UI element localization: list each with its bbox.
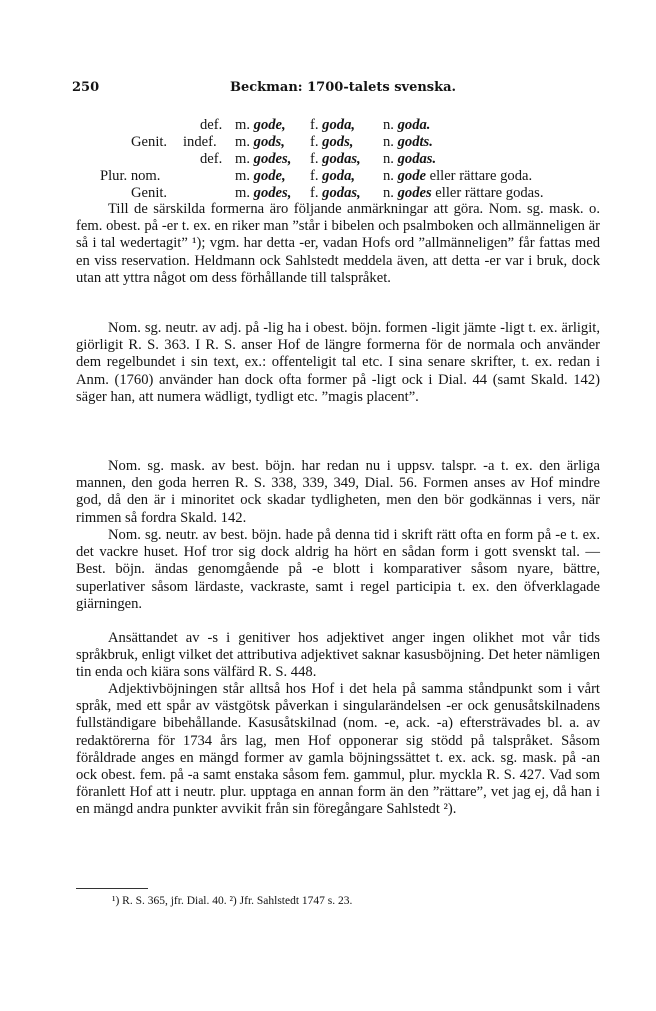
paradigm-masc: m. gods, <box>235 134 285 150</box>
page-header <box>72 80 602 98</box>
paradigm-label: def. <box>200 151 223 167</box>
body-paragraph: Nom. sg. mask. av best. böjn. har redan nu i uppsv. talspr. -a t. ex. den ärliga mannen, den goda herren R. S. 338, 339, 349, Dial. 56. Formen anses av Hof mindre god, då den är i minoritet ock skadar tydligheten, men den bör godkännas i vers, när rimmen så fordra Skald. 142. <box>76 458 600 526</box>
body-paragraph: Nom. sg. neutr. av adj. på -lig ha i obest. böjn. formen -ligit jämte -ligt t. ex. ärligit, giörligit R. S. 363. I R. S. anser Hof de längre formerna för de normala och använder dem regelbundet i sin text, ex.: offenteligit tal etc. I sina senare skrifter, t. ex. redan i Anm. (1760) använder han dock ofta former på -ligt ock i Dial. 44 (samt Skald. 142) säger han, att numera wädligt, tydligt etc. ”magis placent”. <box>76 320 600 405</box>
paradigm-fem: f. goda, <box>310 117 356 133</box>
paradigm-masc: m. godes, <box>235 151 292 167</box>
body-paragraph: Till de särskilda formerna äro följande anmärkningar att göra. Nom. sg. mask. o. fem. obest. på -er t. ex. en riker man ”står i bibelen och psalmboken och allmänneligen är så i tal wedertagit” ¹); vgm. har detta -er, vadan Hofs ord ”allmänneligen” får fattas med en viss reservation. Heldmann ock Sahlstedt meddela även, att detta -er var i bruk, dock utan att yttra något om dess förhållande till talspråket. <box>76 201 600 286</box>
paradigm-label: def. <box>200 117 223 133</box>
page-number: 250 <box>72 80 100 95</box>
paradigm-neut: n. godas. <box>383 151 437 167</box>
paradigm-fem: f. gods, <box>310 134 354 150</box>
footnote-divider <box>76 888 148 889</box>
body-paragraph: Nom. sg. neutr. av best. böjn. hade på denna tid i skrift rätt ofta en form på -e t. ex. det vackre huset. Hof tror sig dock aldrig ha hört en sådan form i gott svenskt tal. — Best. böjn. ändas genomgående på -e blott i komparativer såsom nyare, bättre, superlativer såsom lärdaste, vackraste, samt i regel participia t. ex. den öfverklagade giärningen. <box>76 527 600 612</box>
paradigm-masc: m. gode, <box>235 117 286 133</box>
paradigm-case: Genit. <box>131 185 168 201</box>
paradigm-neut: n. godes eller rättare godas. <box>383 185 544 201</box>
paradigm-fem: f. godas, <box>310 185 361 201</box>
body-paragraph: Adjektivböjningen står alltså hos Hof i det hela på samma ståndpunkt som i vårt språk, med ett spår av västgötsk påverkan i singularändelsen -er ock genusåtskilnadens fullständigare bibehållande. Kasusåtskilnad (nom. -e, ack. -a) eftersträvades bl. a. av redaktörerna för 1734 års lag, men Hof opponerar sig stödd på talspråket. Såsom föråldrade anges en mängd former av gamla böjningssättet t. ex. ack. sg. mask. på -an ock obest. fem. på -a samt enstaka såsom fem. gammul, plur. myckla R. S. 427. Vad som föranlett Hof att i neutr. plur. upptaga en annan form än den ”rättare”, vet jag ej, då han i en mängd andra punkter avvikit från sin föregångare Sahlstedt ²). <box>76 681 600 818</box>
paradigm-case: Plur. nom. <box>100 168 161 184</box>
paradigm-masc: m. gode, <box>235 168 286 184</box>
paradigm-case: Genit. <box>131 134 168 150</box>
paradigm-fem: f. goda, <box>310 168 356 184</box>
paradigm-neut: n. godts. <box>383 134 433 150</box>
paradigm-fem: f. godas, <box>310 151 361 167</box>
footnotes: ¹) R. S. 365, jfr. Dial. 40. ²) Jfr. Sahlstedt 1747 s. 23. <box>112 895 353 907</box>
body-paragraph: Ansättandet av -s i genitiver hos adjektivet anger ingen olikhet mot vår tids språkbruk, enligt vilket det attributiva adjektivet saknar kasusböjning. Det heter nämligen tin enda och kiära sons välfärd R. S. 448. <box>76 630 600 681</box>
running-title: Beckman: 1700-talets svenska. <box>230 80 457 95</box>
paradigm-neut: n. gode eller rättare goda. <box>383 168 533 184</box>
paradigm-masc: m. godes, <box>235 185 292 201</box>
paradigm-neut: n. goda. <box>383 117 431 133</box>
paradigm-label: indef. <box>183 134 217 150</box>
